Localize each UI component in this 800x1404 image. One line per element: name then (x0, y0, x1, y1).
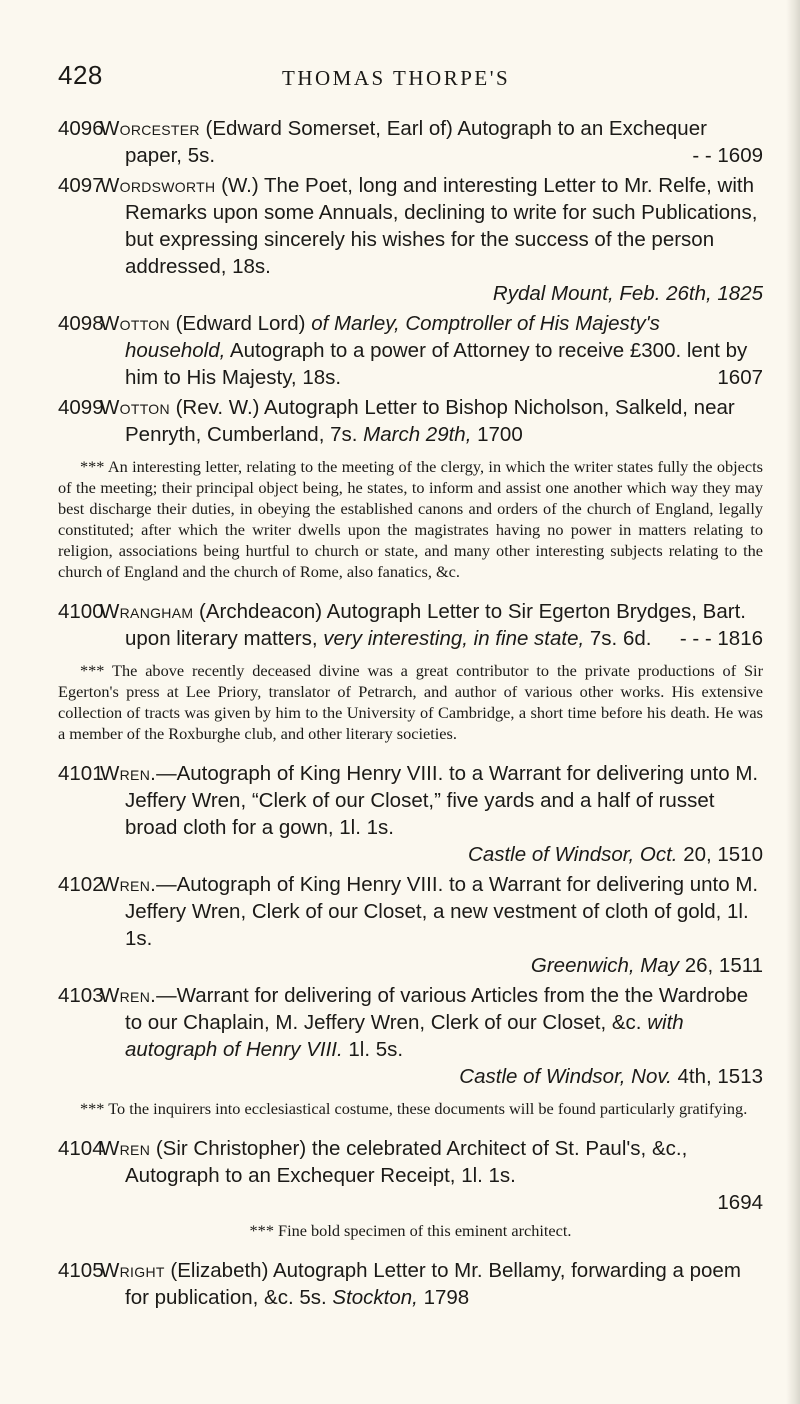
entry-date: 4th, 1513 (677, 1065, 763, 1088)
lot-number: 4096 (58, 117, 104, 140)
page-header (0, 60, 800, 100)
entry-year: 1700 (477, 423, 523, 446)
entry-description: Autograph to a power of Attorney to receive £300. lent by him to His Majesty, 18s. (125, 339, 748, 389)
entry-description: (Edward Somerset, Earl of) Autograph to an Exchequer paper, 5s. (125, 117, 707, 167)
entry-name: Wren. (100, 762, 157, 785)
footnote: *** Fine bold specimen of this eminent architect. (249, 1221, 572, 1240)
lot-number: 4098 (58, 312, 104, 335)
catalogue-entry (58, 172, 763, 307)
catalogue-entry (58, 871, 763, 979)
running-head: THOMAS THORPE'S (282, 66, 511, 90)
entry-description: —Autograph of King Henry VIII. to a Warrant for delivering unto M. Jeffery Wren, “Clerk of our Closet,” five yards and a half of russet broad cloth for a gown, 1l. 1s. (125, 762, 759, 839)
entry-date: 20, 1510 (683, 843, 763, 866)
entry-date: 26, 1511 (684, 954, 763, 977)
entry-place: Greenwich, May (530, 954, 680, 977)
entry-description-italic: very interesting, in fine state, (323, 627, 585, 650)
entry-description: (Elizabeth) Autograph Letter to Mr. Bellamy, forwarding a poem for publication, &c. 5s. (125, 1259, 741, 1309)
entry-description: (Rev. W.) Autograph Letter to Bishop Nicholson, Salkeld, near Penryth, Cumberland, 7s. (125, 396, 735, 446)
entry-name: Wrangham (100, 600, 194, 623)
catalogue-entry (58, 115, 763, 169)
catalogue-entry (58, 1135, 763, 1216)
entry-date-italic: March 29th, (363, 423, 472, 446)
catalogue-body (58, 115, 763, 1314)
entry-name: Wren. (100, 984, 157, 1007)
entry-name: Wren (100, 1137, 151, 1160)
catalogue-entry (58, 598, 763, 652)
footnote: *** An interesting letter, relating to the meeting of the clergy, in which the writer states fully the objects of the meeting; their principal object being, he states, to inform and assist one another which way they may best discharge their duties, in obeying the established canons and orders of the church of England, legally constituted; after which the writer dwells upon the magistrates having no power in matters relating to religion, associations being hurtful to church or state, and many other interesting subjects relating to the church of England and the church of Rome, also fanatics, &c. (58, 457, 763, 581)
lot-number: 4101 (58, 762, 104, 785)
lot-number: 4100 (58, 600, 104, 623)
lot-number: 4102 (58, 873, 104, 896)
catalogue-entry (58, 982, 763, 1090)
entry-place-date (100, 841, 763, 868)
entry-year: 1798 (423, 1286, 470, 1309)
entry-place-date: Rydal Mount, Feb. 26th, 1825 (492, 282, 763, 305)
lot-number: 4099 (58, 396, 104, 419)
catalogue-entry (58, 310, 763, 391)
entry-description-italic: with autograph of Henry VIII. (125, 1011, 684, 1061)
entry-date: 1694 (717, 1191, 763, 1214)
lot-number: 4105 (58, 1259, 104, 1282)
entry-price: 7s. 6d. (589, 627, 652, 650)
catalogue-entry (58, 394, 763, 448)
entry-description: —Autograph of King Henry VIII. to a Warrant for delivering unto M. Jeffery Wren, Clerk of our Closet, a new vestment of cloth of gold, 1l. 1s. (125, 873, 759, 950)
entry-name: Wright (100, 1259, 165, 1282)
entry-name: Wren. (100, 873, 157, 896)
lot-number: 4104 (58, 1137, 104, 1160)
entry-name: Wotton (100, 312, 170, 335)
entry-description: (W.) The Poet, long and interesting Letter to Mr. Relfe, with Remarks upon some Annuals, declining to write for such Publications, but expressing sincerely his wishes for the success of the person addressed, 18s. (125, 174, 758, 278)
lot-number: 4103 (58, 984, 104, 1007)
entry-place: Castle of Windsor, Oct. (468, 843, 678, 866)
entry-place-date (100, 952, 763, 979)
entry-place-date (100, 1063, 763, 1090)
entry-description: (Sir Christopher) the celebrated Architect of St. Paul's, &c., Autograph to an Exchequer Receipt, 1l. 1s. (125, 1137, 688, 1187)
entry-description: (Edward Lord) (175, 312, 306, 335)
entry-date: - - - 1816 (679, 627, 763, 650)
entry-name: Wordsworth (100, 174, 216, 197)
entry-date: - - 1609 (692, 144, 763, 167)
entry-description-italic: of Marley, Comptroller of His Majesty's household, (125, 312, 660, 362)
footnote: *** To the inquirers into ecclesiastical costume, these documents will be found particularly gratifying. (80, 1099, 748, 1118)
entry-place: Stockton, (332, 1286, 418, 1309)
entry-price: 1l. 5s. (348, 1038, 404, 1061)
entry-place: Castle of Windsor, Nov. (459, 1065, 672, 1088)
entry-description: (Archdeacon) Autograph Letter to Sir Egerton Brydges, Bart. upon literary matters, (125, 600, 746, 650)
footnote: *** The above recently deceased divine was a great contributor to the private productions of Sir Egerton's press at Lee Priory, translator of Petrarch, and author of various other works. His extensive collection of tracts was given by him to the University of Cambridge, a short time before his death. He was a member of the Roxburghe club, and other literary societies. (58, 661, 763, 743)
entry-description: —Warrant for delivering of various Articles from the the Wardrobe to our Chaplain, M. Jeffery Wren, Clerk of our Closet, &c. (125, 984, 749, 1034)
catalogue-entry (58, 1257, 763, 1311)
lot-number: 4097 (58, 174, 104, 197)
page-number: 428 (58, 60, 103, 90)
catalogue-entry (58, 760, 763, 868)
page-edge (786, 0, 800, 1404)
entry-name: Wotton (100, 396, 170, 419)
entry-date: 1607 (717, 366, 763, 389)
entry-name: Worcester (100, 117, 200, 140)
